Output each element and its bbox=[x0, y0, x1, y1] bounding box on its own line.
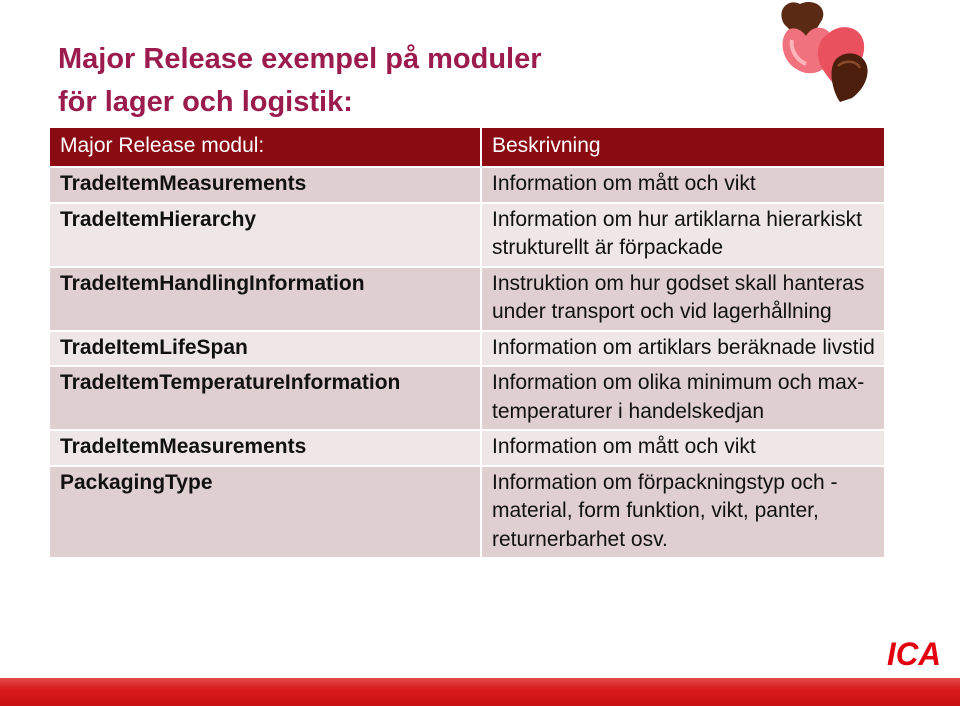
header-module: Major Release modul: bbox=[49, 127, 481, 167]
module-description: Information om mått och vikt bbox=[481, 167, 885, 203]
module-description: Information om hur artiklarna hierarkiskt strukturellt är förpackade bbox=[481, 203, 885, 267]
table-row bbox=[49, 167, 885, 203]
module-description: Instruktion om hur godset skall hanteras under transport och vid lagerhållning bbox=[481, 267, 885, 331]
module-description: Information om artiklars beräknade livstid bbox=[481, 331, 885, 367]
module-name: TradeItemHandlingInformation bbox=[49, 267, 481, 331]
table-row bbox=[49, 331, 885, 367]
table-row bbox=[49, 203, 885, 267]
module-name: TradeItemMeasurements bbox=[49, 430, 481, 466]
module-name: TradeItemMeasurements bbox=[49, 167, 481, 203]
table-row bbox=[49, 466, 885, 559]
module-description: Information om olika minimum och max-temperaturer i handelskedjan bbox=[481, 366, 885, 430]
title-line-2: för lager och logistik: bbox=[58, 86, 353, 118]
module-name: TradeItemTemperatureInformation bbox=[49, 366, 481, 430]
candy-hearts-icon bbox=[778, 0, 874, 104]
table-header-row bbox=[49, 127, 885, 167]
modules-table bbox=[48, 126, 886, 559]
table-row bbox=[49, 366, 885, 430]
module-name: PackagingType bbox=[49, 466, 481, 559]
ica-logo-text: ICA bbox=[887, 638, 941, 668]
module-description: Information om mått och vikt bbox=[481, 430, 885, 466]
module-name: TradeItemLifeSpan bbox=[49, 331, 481, 367]
module-name: TradeItemHierarchy bbox=[49, 203, 481, 267]
title-line-1: Major Release exempel på moduler bbox=[58, 43, 542, 75]
slide-title bbox=[58, 38, 542, 124]
table-row bbox=[49, 430, 885, 466]
module-description: Information om förpackningstyp och -material, form funktion, vikt, panter, returnerbarhet osv. bbox=[481, 466, 885, 559]
table-row bbox=[49, 267, 885, 331]
ica-logo bbox=[887, 638, 943, 668]
header-description: Beskrivning bbox=[481, 127, 885, 167]
footer-band bbox=[0, 678, 960, 706]
